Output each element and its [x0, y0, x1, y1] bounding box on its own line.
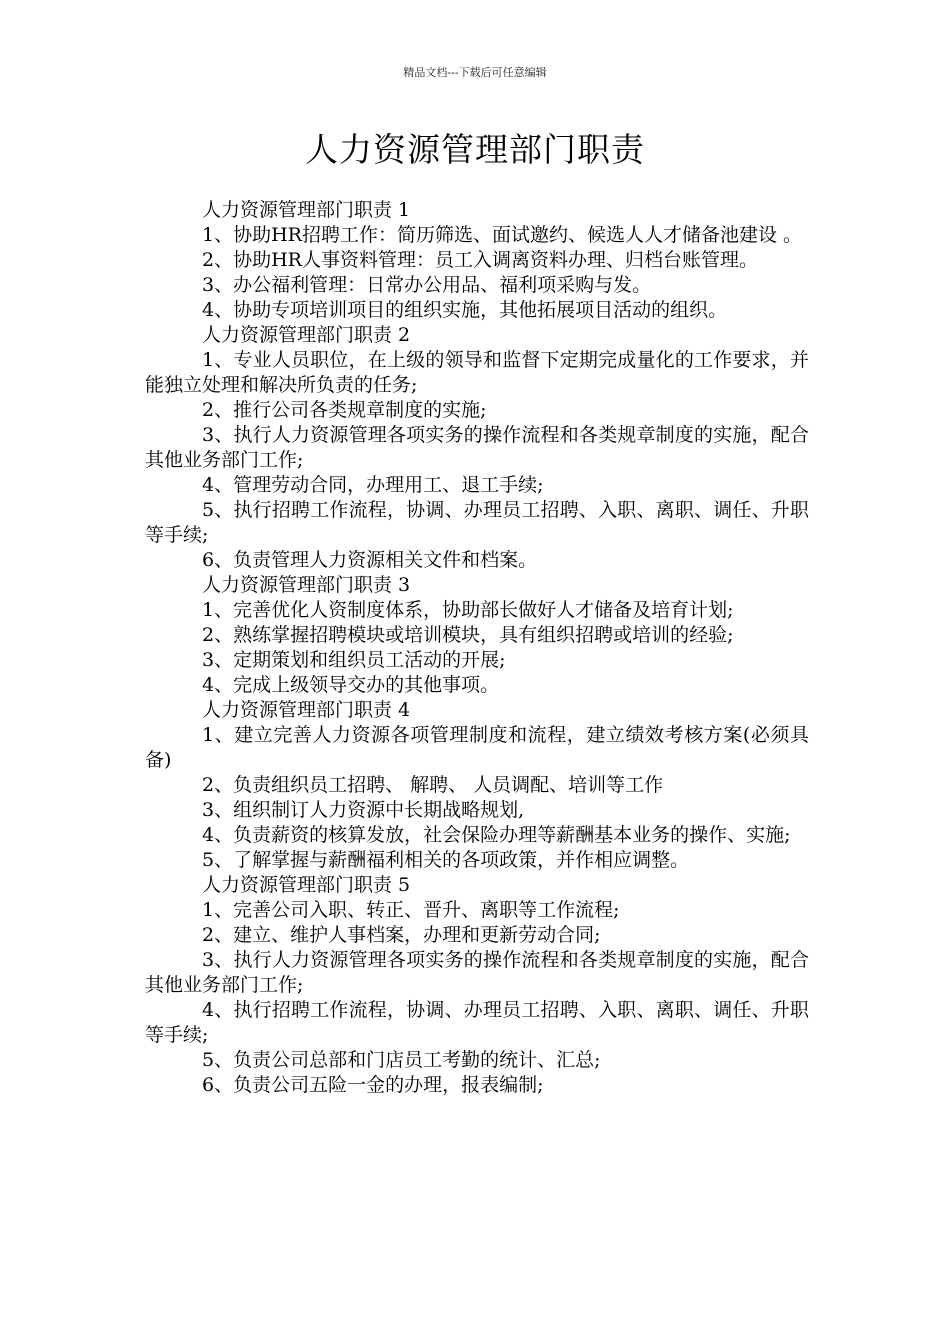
- paragraph: 1、完善公司入职、转正、晋升、离职等工作流程;: [202, 899, 620, 921]
- paragraph: 4、协助专项培训项目的组织实施，其他拓展项目活动的组织。: [202, 299, 728, 321]
- paragraph: 3、定期策划和组织员工活动的开展;: [202, 649, 506, 671]
- paragraph: 人力资源管理部门职责 5: [202, 874, 411, 896]
- paragraph: 3、办公福利管理：日常办公用品、福利项采购与发。: [202, 274, 652, 296]
- paragraph: 2、熟练掌握招聘模块或培训模块，具有组织招聘或培训的经验;: [202, 624, 734, 646]
- paragraph: 3、执行人力资源管理各项实务的操作流程和各类规章制度的实施，配合其他业务部门工作;: [145, 424, 809, 471]
- document-body: [145, 198, 809, 1098]
- paragraph: 6、负责公司五险一金的办理，报表编制;: [202, 1074, 544, 1096]
- paragraph: 4、执行招聘工作流程，协调、办理员工招聘、入职、离职、调任、升职等手续;: [145, 999, 809, 1046]
- paragraph: 5、执行招聘工作流程，协调、办理员工招聘、入职、离职、调任、升职等手续;: [145, 499, 809, 546]
- paragraph: 4、负责薪资的核算发放，社会保险办理等薪酬基本业务的操作、实施;: [202, 824, 791, 846]
- header-note: 精品文档---下载后可任意编辑: [403, 66, 547, 79]
- paragraph: 1、专业人员职位，在上级的领导和监督下定期完成量化的工作要求，并能独立处理和解决所负责的任务;: [145, 349, 809, 396]
- paragraph: 1、建立完善人力资源各项管理制度和流程，建立绩效考核方案(必须具备): [145, 724, 809, 771]
- document-title: 人力资源管理部门职责: [305, 130, 645, 169]
- paragraph: 3、组织制订人力资源中长期战略规划,: [202, 799, 525, 821]
- paragraph: 2、建立、维护人事档案，办理和更新劳动合同;: [202, 924, 601, 946]
- paragraph: 1、协助HR招聘工作：简历筛选、面试邀约、候选人人才储备池建设 。: [202, 224, 803, 246]
- paragraph: 2、推行公司各类规章制度的实施;: [202, 399, 487, 421]
- paragraph: 4、管理劳动合同，办理用工、退工手续;: [202, 474, 544, 496]
- paragraph: 2、负责组织员工招聘、 解聘、 人员调配、培训等工作: [202, 774, 664, 796]
- paragraph: 人力资源管理部门职责 4: [202, 699, 411, 721]
- paragraph: 5、了解掌握与薪酬福利相关的各项政策，并作相应调整。: [202, 849, 690, 871]
- paragraph: 2、协助HR人事资料管理：员工入调离资料办理、归档台账管理。: [202, 249, 758, 271]
- paragraph: 4、完成上级领导交办的其他事项。: [202, 674, 500, 696]
- paragraph: 人力资源管理部门职责 3: [202, 574, 411, 596]
- paragraph: 6、负责管理人力资源相关文件和档案。: [202, 549, 538, 571]
- paragraph: 人力资源管理部门职责 1: [202, 199, 411, 221]
- paragraph: 3、执行人力资源管理各项实务的操作流程和各类规章制度的实施，配合其他业务部门工作;: [145, 949, 809, 996]
- paragraph: 人力资源管理部门职责 2: [202, 324, 411, 346]
- paragraph: 1、完善优化人资制度体系，协助部长做好人才储备及培育计划;: [202, 599, 734, 621]
- paragraph: 5、负责公司总部和门店员工考勤的统计、汇总;: [202, 1049, 601, 1071]
